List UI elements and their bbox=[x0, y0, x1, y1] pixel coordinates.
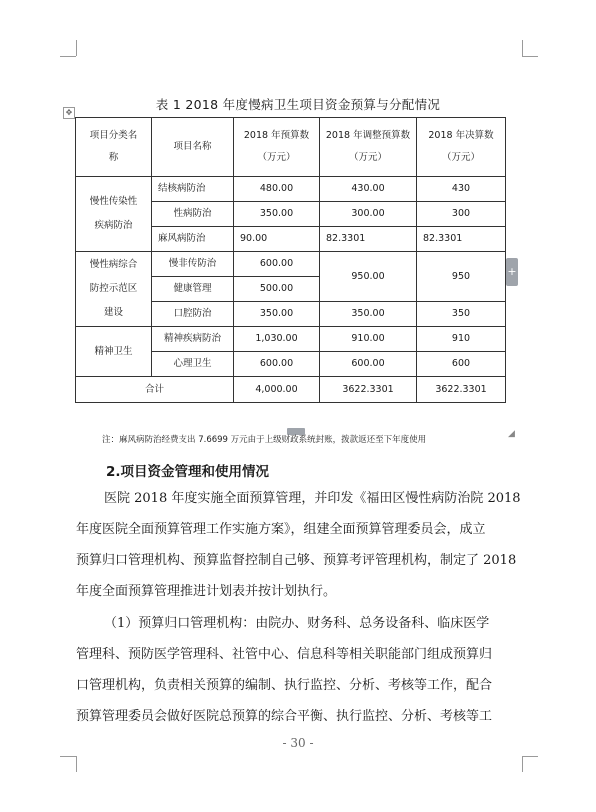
budget-cell: 500.00 bbox=[234, 277, 320, 302]
header-category-line1: 项目分类名 bbox=[89, 130, 138, 141]
paragraph-line: 口管理机构，负责相关预算的编制、执行监控、分析、考核等工作，配合 bbox=[76, 678, 493, 693]
crop-mark-top-left-v bbox=[76, 40, 77, 56]
paragraph-2 bbox=[76, 608, 524, 732]
adjusted-merged-cell: 950.00 bbox=[320, 252, 417, 302]
category-cell bbox=[76, 252, 152, 327]
budget-table bbox=[75, 117, 506, 403]
paragraph-line: 医院 2018 年度实施全面预算管理，并印发《福田区慢性病防治院 2018 bbox=[104, 491, 521, 506]
paragraph-1 bbox=[76, 483, 524, 607]
adjusted-cell: 350.00 bbox=[320, 302, 417, 327]
budget-cell: 350.00 bbox=[234, 202, 320, 227]
table-row bbox=[76, 252, 506, 277]
table-move-handle-icon[interactable]: ✥ bbox=[63, 107, 75, 119]
header-budget bbox=[234, 118, 320, 177]
category-line: 建设 bbox=[103, 307, 123, 318]
category-line: 防控示范区 bbox=[89, 283, 138, 294]
total-adjusted: 3622.3301 bbox=[320, 377, 417, 403]
budget-cell: 350.00 bbox=[234, 302, 320, 327]
final-cell: 350 bbox=[417, 302, 506, 327]
final-cell: 430 bbox=[417, 177, 506, 202]
category-cell: 精神卫生 bbox=[76, 327, 152, 377]
adjusted-cell: 600.00 bbox=[320, 352, 417, 377]
crop-mark-top-right-v bbox=[522, 40, 523, 56]
paragraph-line: 管理科、预防医学管理科、社管中心、信息科等相关职能部门组成预算归 bbox=[76, 647, 493, 662]
paragraph-line: 预算归口管理机构、预算监督控制自己够、预算考评管理机构，制定了 2018 bbox=[76, 553, 517, 568]
header-item: 项目名称 bbox=[152, 118, 234, 177]
total-budget: 4,000.00 bbox=[234, 377, 320, 403]
crop-mark-bottom-right-h bbox=[522, 756, 538, 757]
category-line: 慢性传染性 bbox=[89, 196, 138, 207]
table-row bbox=[76, 327, 506, 352]
category-line: 疾病防治 bbox=[94, 220, 133, 231]
header-category-line2: 称 bbox=[108, 152, 119, 163]
final-merged-cell: 950 bbox=[417, 252, 506, 302]
table-resize-handle-icon[interactable]: ◢ bbox=[508, 429, 515, 439]
total-final: 3622.3301 bbox=[417, 377, 506, 403]
final-cell: 910 bbox=[417, 327, 506, 352]
paragraph-line: 年度医院全面预算管理工作实施方案》，组建全面预算管理委员会，成立 bbox=[76, 522, 486, 537]
final-cell: 600 bbox=[417, 352, 506, 377]
total-label: 合计 bbox=[76, 377, 234, 403]
item-cell: 慢非传防治 bbox=[152, 252, 234, 277]
item-cell: 口腔防治 bbox=[152, 302, 234, 327]
category-line: 慢性病综合 bbox=[89, 259, 138, 270]
header-category bbox=[76, 118, 152, 177]
crop-mark-bottom-right-v bbox=[522, 756, 523, 772]
item-cell: 结核病防治 bbox=[152, 177, 234, 202]
add-column-handle-icon[interactable]: + bbox=[506, 258, 518, 286]
budget-cell: 600.00 bbox=[234, 252, 320, 277]
final-cell: 300 bbox=[417, 202, 506, 227]
section-heading: 2.项目资金管理和使用情况 bbox=[106, 464, 270, 480]
item-cell: 麻风病防治 bbox=[152, 227, 234, 252]
crop-mark-bottom-left-v bbox=[76, 756, 77, 772]
table-title: 表 1 2018 年度慢病卫生项目资金预算与分配情况 bbox=[155, 97, 441, 112]
table-header-row bbox=[76, 118, 506, 177]
budget-cell: 1,030.00 bbox=[234, 327, 320, 352]
page-number: - 30 - bbox=[282, 736, 314, 750]
adjusted-cell: 82.3301 bbox=[320, 227, 417, 252]
budget-cell: 90.00 bbox=[234, 227, 320, 252]
category-cell bbox=[76, 177, 152, 252]
budget-cell: 600.00 bbox=[234, 352, 320, 377]
header-final bbox=[417, 118, 506, 177]
header-budget-line2: （万元） bbox=[257, 152, 296, 163]
header-adjusted-line2: （万元） bbox=[348, 152, 387, 163]
adjusted-cell: 910.00 bbox=[320, 327, 417, 352]
header-final-line2: （万元） bbox=[441, 152, 480, 163]
adjusted-cell: 430.00 bbox=[320, 177, 417, 202]
total-row bbox=[76, 377, 506, 403]
header-budget-line1: 2018 年预算数 bbox=[243, 130, 310, 141]
header-adjusted-line1: 2018 年调整预算数 bbox=[325, 130, 411, 141]
final-cell: 82.3301 bbox=[417, 227, 506, 252]
table-note: 注：麻风病防治经费支出 7.6699 万元由于上级财政系统封账，拨款返还至下年度使用 bbox=[102, 435, 427, 445]
header-adjusted bbox=[320, 118, 417, 177]
paragraph-line: （1）预算归口管理机构：由院办、财务科、总务设备科、临床医学 bbox=[104, 616, 490, 631]
paragraph-line: 年度全面预算管理推进计划表并按计划执行。 bbox=[76, 584, 337, 599]
crop-mark-bottom-left-h bbox=[60, 756, 76, 757]
item-cell: 精神疾病防治 bbox=[152, 327, 234, 352]
crop-mark-top-right-h bbox=[522, 56, 538, 57]
paragraph-line: 预算管理委员会做好医院总预算的综合平衡、执行监控、分析、考核等工 bbox=[76, 709, 493, 724]
adjusted-cell: 300.00 bbox=[320, 202, 417, 227]
item-cell: 心理卫生 bbox=[152, 352, 234, 377]
item-cell: 健康管理 bbox=[152, 277, 234, 302]
item-cell: 性病防治 bbox=[152, 202, 234, 227]
header-final-line1: 2018 年决算数 bbox=[428, 130, 494, 141]
budget-cell: 480.00 bbox=[234, 177, 320, 202]
crop-mark-top-left-h bbox=[60, 56, 76, 57]
table-row bbox=[76, 177, 506, 202]
